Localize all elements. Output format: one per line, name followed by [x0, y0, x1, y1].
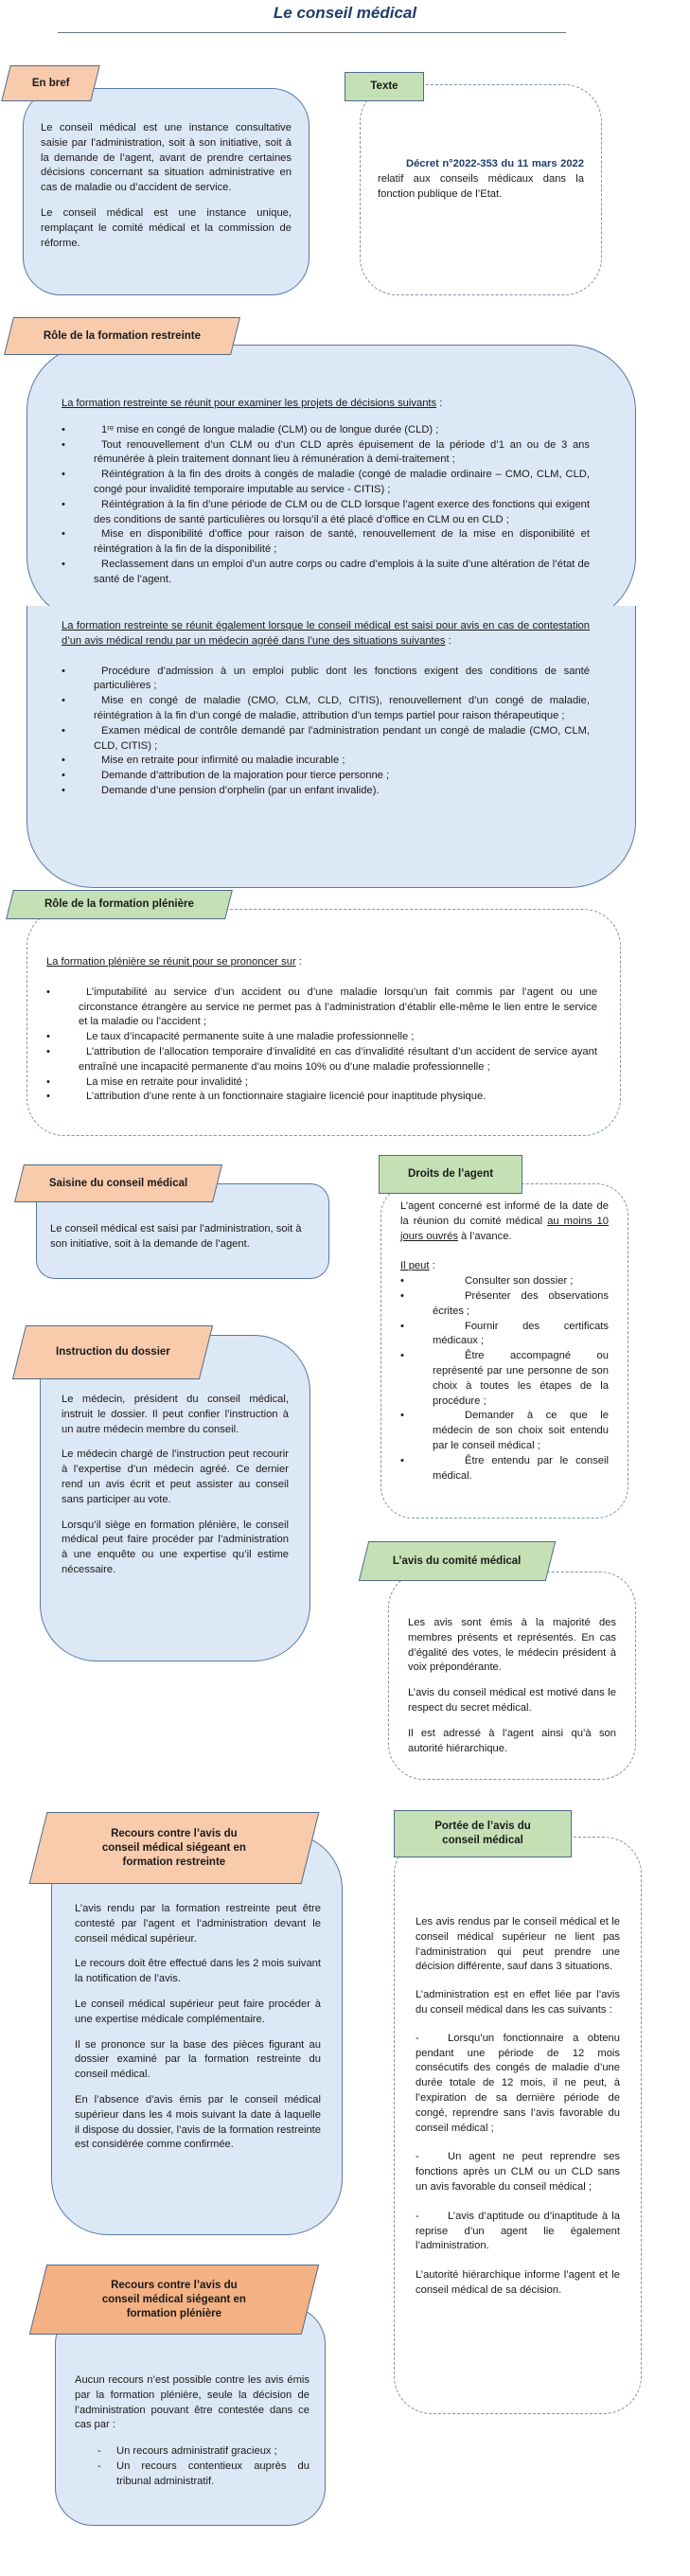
list-item: • Examen médical de contrôle demandé par l’administration pendant un congé de maladie (CMO, CLM, CLD, CITIS) ;	[62, 724, 590, 752]
list-item: • Reclassement dans un emploi d’un autre corps ou cadre d’emplois à la suite d’une altération de l’état de santé de l’agent.	[62, 558, 590, 585]
list-item: • La mise en retraite pour invalidité ;	[46, 1075, 249, 1088]
droits-peut-label: Il peut :	[400, 1260, 435, 1272]
list-item: - Un agent ne peut reprendre ses fonctions après un CLM ou un CLD sans un avis favorable du conseil médical ;	[416, 2151, 620, 2193]
portee-list	[416, 2032, 620, 2254]
avis-box	[388, 1572, 636, 1780]
list-item: • Le taux d’incapacité permanente suite à une maladie professionnelle ;	[46, 1031, 415, 1043]
list-item: • Demander à ce que le médecin de son choix soit entendu par le conseil médical ;	[400, 1410, 609, 1451]
instruction-paragraph: Le médecin chargé de l’instruction peut recourir à l’expertise d’un médecin agréé. Ce dernier rend un avis écrit et peut assister au conseil sans participer au vote.	[62, 1448, 289, 1505]
recours-restreinte-paragraph: L’avis rendu par la formation restreinte peut être contesté par l’agent et l’administration devant le conseil médical supérieur.	[75, 1903, 321, 1945]
list-item: • Mise en congé de maladie (CMO, CLM, CLD, CITIS), renouvellement d’un congé de maladie, réintégration à la fin d’un congé de maladie, attribution d’un temps partiel pour raison thérapeutique ;	[62, 695, 590, 721]
restreinte-intro-2: La formation restreinte se réunit également lorsque le conseil médical est saisi pour avis en cas de contestation d’un avis médical rendu par un médecin agréé dans l’une des situations suivantes :	[62, 620, 590, 647]
list-item: • L’attribution d’une rente à un fonctionnaire stagiaire licencié pour inaptitude physique.	[46, 1091, 487, 1103]
portee-paragraph: Les avis rendus par le conseil médical et le conseil médical supérieur ne lient pas l’administration qui peut prendre une décision différente, sauf dans 3 situations.	[416, 1916, 620, 1973]
decree-title: Décret n°2022-353 du 11 mars 2022	[406, 158, 584, 169]
texte-tag: Texte	[345, 72, 424, 101]
avis-tag: L’avis du comité médical	[359, 1541, 556, 1581]
decree-description: relatif aux conseils médicaux dans la fonction publique de l’Etat.	[378, 172, 584, 200]
portee-tag: Portée de l’avis du conseil médical	[394, 1810, 572, 1857]
portee-paragraph: L’administration est en effet liée par l’avis du conseil médical dans les cas suivants :	[416, 1989, 620, 2016]
list-item: • Présenter des observations écrites ;	[400, 1289, 609, 1317]
avis-paragraph: Il est adressé à l’agent ainsi qu’à son autorité hiérarchique.	[408, 1727, 616, 1754]
title-divider	[58, 32, 566, 33]
list-item: • Mise en retraite pour infirmité ou maladie incurable ;	[62, 755, 345, 767]
texte-box	[360, 84, 602, 295]
list-item: - L’avis d’aptitude ou d’inaptitude à la reprise d’un agent lie également l’administration.	[416, 2210, 620, 2252]
restreinte-intro-1: La formation restreinte se réunit pour examiner les projets de décisions suivants :	[62, 398, 443, 409]
list-item: • Tout renouvellement d’un CLM ou d’un CLD après épuisement de la période d’1 an ou de 3 ans rémunérée à plein traitement donnant lieu à rémunération à demi-traitement ;	[62, 438, 590, 466]
list-item: • Demande d’attribution de la majoration pour tierce personne ;	[62, 770, 390, 782]
recours-restreinte-box	[51, 1833, 343, 2235]
restreinte-list-1	[62, 423, 590, 588]
recours-restreinte-paragraph: En l’absence d’avis émis par le conseil médical supérieur dans les 4 mois suivant la date à laquelle il dispose du dossier, l’avis de la formation restreinte est considérée comme confirmée.	[75, 2093, 321, 2151]
instruction-tag: Instruction du dossier	[12, 1325, 213, 1379]
formation-restreinte-box	[27, 345, 636, 623]
list-item: • Réintégration à la fin d’une période de CLM ou de CLD lorsque l’agent exerce des fonctions qui exigent des conditions de santé particulières ou lorsqu’il a été placé d’office en CLM ou en CLD ;	[62, 498, 590, 525]
recours-pleniere-list	[75, 2444, 310, 2489]
list-item: • Être accompagné ou représenté par une personne de son choix à toutes les étapes de la procédure ;	[400, 1350, 609, 1407]
en-bref-paragraph: Le conseil médical est une instance consultative saisie par l’administration, soit à son initiative, soit à la demande de l’agent, avant de prendre certaines décisions concernant sa situation administrative en cas de maladie ou d’accident de service.	[41, 122, 292, 194]
list-item: • Réintégration à la fin des droits à congés de maladie (congé de maladie ordinaire – CMO, CLM, CLD, congé pour invalidité temporaire imputable au service - CITIS) ;	[62, 469, 590, 495]
saisine-tag: Saisine du conseil médical	[14, 1164, 222, 1202]
list-item: • L’imputabilité au service d’un accident ou d’une maladie lorsqu’un fait commis par l’agent ou une circonstance étrangère au service ne permet pas à l’administration d’établir elle-même le lien entre le service et la maladie ou l’accident ;	[46, 986, 597, 1028]
pleniere-intro: La formation plénière se réunit pour se prononcer sur :	[46, 956, 302, 968]
avis-paragraph: L’avis du conseil médical est motivé dans le respect du secret médical.	[408, 1687, 616, 1714]
recours-restreinte-tag: Recours contre l’avis du conseil médical siégeant en formation restreinte	[29, 1812, 320, 1884]
decree-reference	[378, 157, 584, 202]
avis-paragraph: Les avis sont émis à la majorité des membres présents et représentés. En cas d’égalité des votes, le médecin président à voix prépondérante.	[408, 1617, 616, 1674]
page-title: Le conseil médical	[273, 4, 417, 22]
recours-pleniere-box	[55, 2306, 326, 2526]
list-item: • Fournir des certificats médicaux ;	[400, 1320, 609, 1347]
recours-restreinte-paragraph: Il se prononce sur la base des pièces figurant au dossier examiné par la formation restreinte du conseil médical.	[75, 2038, 321, 2081]
restreinte-list-2	[62, 665, 590, 799]
recours-restreinte-paragraph: Le conseil médical supérieur peut faire procéder à une expertise médicale complémentaire.	[75, 1998, 321, 2025]
formation-restreinte-box-continued	[27, 606, 636, 888]
list-item: • Consulter son dossier ;	[400, 1275, 574, 1288]
list-item: • Procédure d’admission à un emploi public dont les fonctions exigent des conditions de santé particulières ;	[62, 665, 590, 692]
list-item: • Mise en disponibilité d’office pour raison de santé, renouvellement de la mise en disponibilité et réintégration à la fin de la disponibilité ;	[62, 528, 590, 556]
en-bref-paragraph: Le conseil médical est une instance unique, remplaçant le comité médical et la commission de réforme.	[41, 206, 292, 249]
pleniere-list	[46, 986, 597, 1105]
droits-box	[380, 1183, 628, 1519]
en-bref-tag: En bref	[1, 65, 99, 101]
list-item: - Un recours administratif gracieux ;	[97, 2445, 277, 2458]
portee-box	[394, 1837, 642, 2414]
recours-restreinte-paragraph: Le recours doit être effectué dans les 2 mois suivant la notification de l’avis.	[75, 1958, 321, 1985]
droits-tag: Droits de l’agent	[379, 1155, 522, 1194]
list-item: • Demande d’une pension d’orphelin (par un enfant invalide).	[62, 784, 380, 796]
portee-closing: L’autorité hiérarchique informe l’agent et le conseil médical de sa décision.	[416, 2269, 620, 2296]
saisine-text: Le conseil médical est saisi par l’administration, soit à son initiative, soit à la demande de l’agent.	[50, 1223, 302, 1250]
recours-pleniere-tag: Recours contre l’avis du conseil médical siégeant en formation plénière	[29, 2265, 319, 2335]
formation-restreinte-tag: Rôle de la formation restreinte	[4, 317, 240, 355]
en-bref-box	[23, 88, 310, 295]
droits-list	[400, 1274, 609, 1483]
formation-pleniere-box	[27, 909, 621, 1136]
list-item: • 1ʳᵉ mise en congé de longue maladie (CLM) ou de longue durée (CLD) ;	[62, 423, 439, 435]
formation-pleniere-tag: Rôle de la formation plénière	[6, 890, 233, 919]
instruction-box	[40, 1335, 310, 1661]
instruction-paragraph: Lorsqu’il siège en formation plénière, le conseil médical peut faire procéder par l’administration à une enquête ou une expertise qu’il estime nécessaire.	[62, 1519, 289, 1575]
instruction-paragraph: Le médecin, président du conseil médical, instruit le dossier. Il peut confier l’instruction à un autre médecin membre du conseil.	[62, 1394, 289, 1435]
list-item: • Être entendu par le conseil médical.	[400, 1454, 609, 1482]
list-item: - Un recours contentieux auprès du tribunal administratif.	[97, 2460, 310, 2487]
list-item: • L’attribution de l’allocation temporaire d’invalidité en cas d’invalidité résultant d’un accident de service ayant entraîné une incapacité permanente d’au moins 10% ou d’une maladie professionnelle ;	[46, 1045, 597, 1073]
recours-pleniere-intro: Aucun recours n’est possible contre les avis émis par la formation plénière, seule la décision de l’administration pouvant être contestée dans ce cas par :	[75, 2374, 310, 2431]
list-item: - Lorsqu’un fonctionnaire a obtenu pendant une période de 12 mois consécutifs des congés de maladie d’une durée totale de 12 mois, il ne peut, à l’expiration de sa dernière période de congé, reprendre sans l’avis favorable du conseil médical ;	[416, 2032, 620, 2134]
droits-intro: L’agent concerné est informé de la date de la réunion du comité médical au moins 10 jours ouvrés à l’avance.	[400, 1200, 610, 1242]
